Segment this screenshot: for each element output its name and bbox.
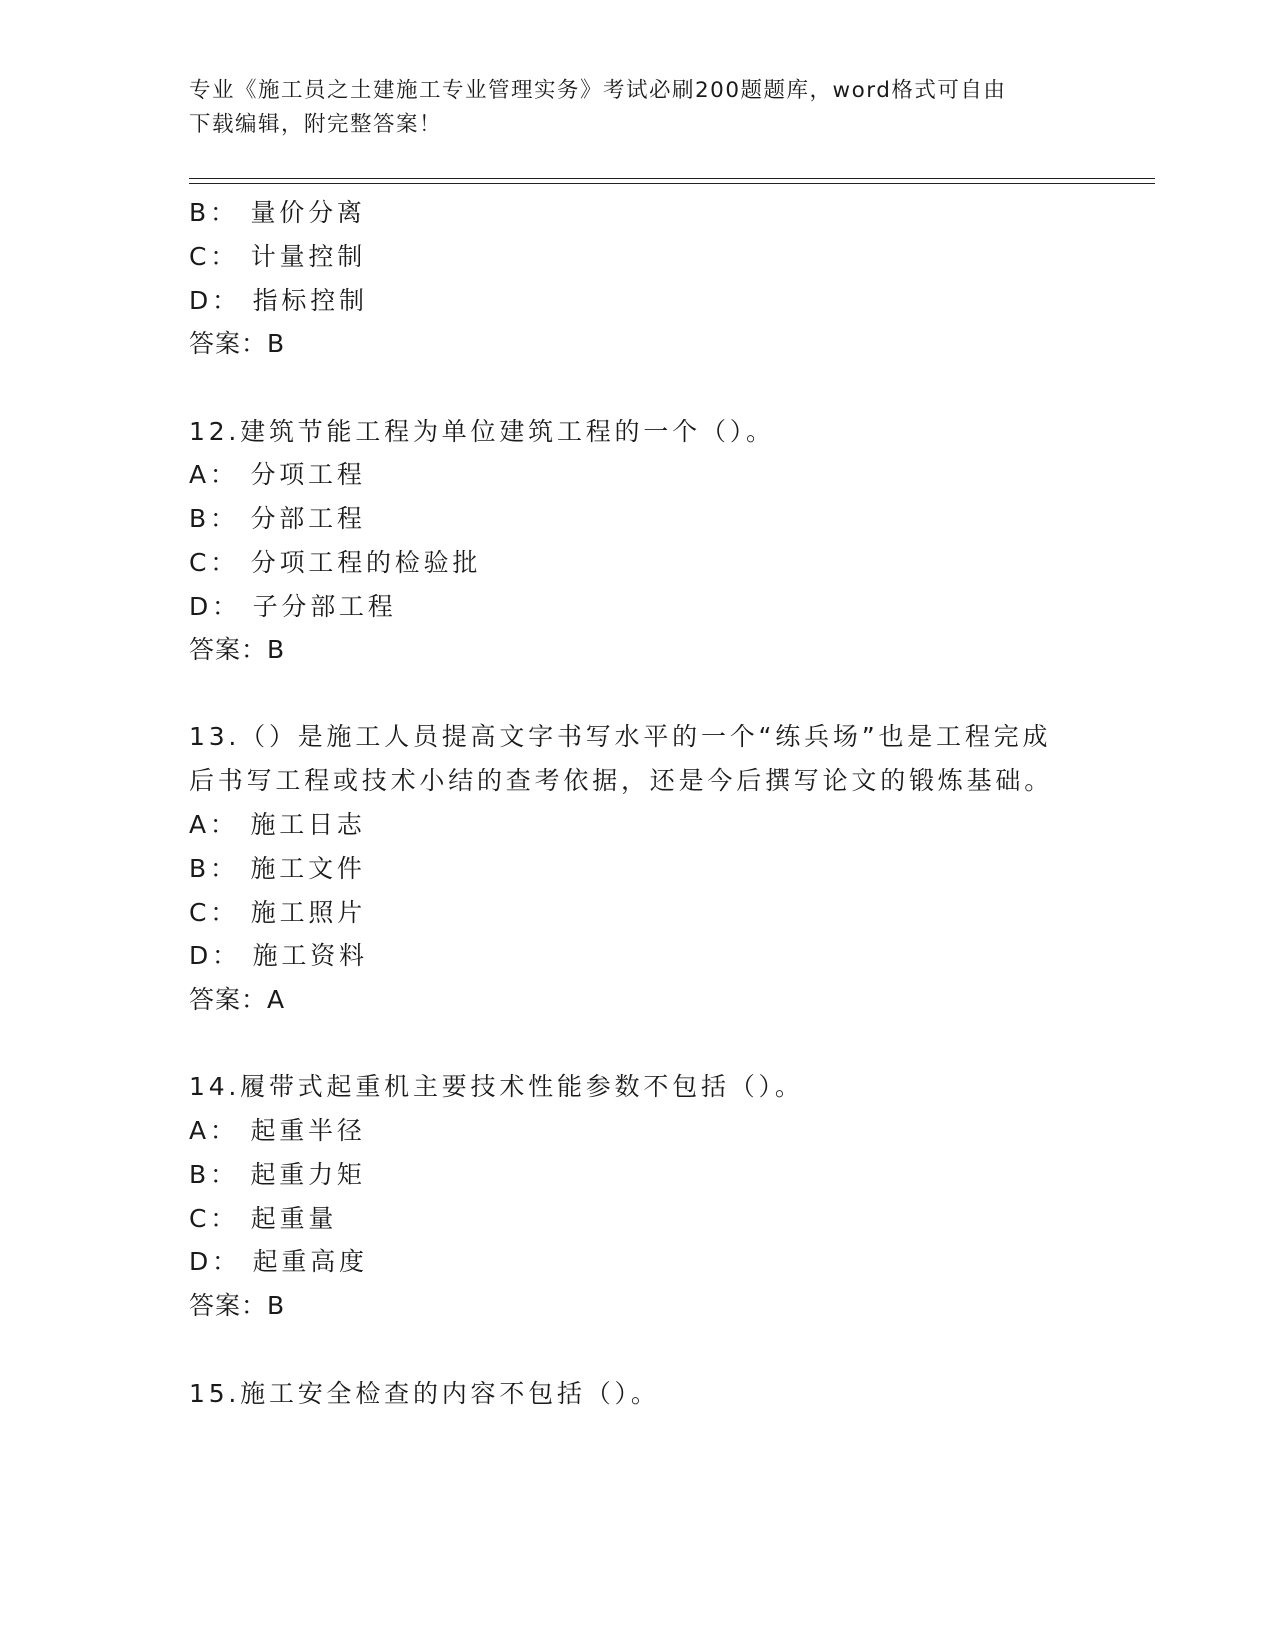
question-15: 15.施工安全检查的内容不包括（）。	[189, 1379, 660, 1408]
option-c-q14: C： 起重量	[189, 1204, 338, 1233]
option-b-q14: B： 起重力矩	[189, 1160, 366, 1189]
option-d-q13: D： 施工资料	[189, 941, 368, 970]
header-divider-bottom	[189, 183, 1155, 184]
option-a-q12: A： 分项工程	[189, 460, 366, 489]
answer-q14: 答案：B	[189, 1291, 286, 1320]
option-d-q14: D： 起重高度	[189, 1247, 368, 1276]
option-d-q11: D： 指标控制	[189, 286, 368, 315]
option-a-q13: A： 施工日志	[189, 810, 366, 839]
option-b-q12: B： 分部工程	[189, 504, 366, 533]
option-c-q13: C： 施工照片	[189, 898, 367, 927]
header-divider-top	[189, 178, 1155, 179]
question-12: 12.建筑节能工程为单位建筑工程的一个（）。	[189, 417, 775, 446]
document-header	[189, 74, 1069, 142]
question-13-line-1: 13.（）是施工人员提高文字书写水平的一个“练兵场”也是工程完成	[189, 722, 1052, 751]
answer-q13: 答案：A	[189, 985, 286, 1014]
option-b-q11: B： 量价分离	[189, 198, 366, 227]
option-a-q14: A： 起重半径	[189, 1116, 366, 1145]
question-13-line-2: 后书写工程或技术小结的查考依据，还是今后撰写论文的锻炼基础。	[189, 766, 1054, 795]
header-line-2: 下载编辑，附完整答案！	[189, 112, 443, 137]
answer-q12: 答案：B	[189, 635, 286, 664]
answer-q11: 答案：B	[189, 329, 286, 358]
option-c-q12: C： 分项工程的检验批	[189, 548, 482, 577]
header-line-1: 专业《施工员之土建施工专业管理实务》考试必刷200题题库，word格式可自由	[189, 78, 1007, 103]
option-c-q11: C： 计量控制	[189, 242, 367, 271]
option-b-q13: B： 施工文件	[189, 854, 366, 883]
option-d-q12: D： 子分部工程	[189, 592, 397, 621]
question-14: 14.履带式起重机主要技术性能参数不包括（）。	[189, 1072, 804, 1101]
